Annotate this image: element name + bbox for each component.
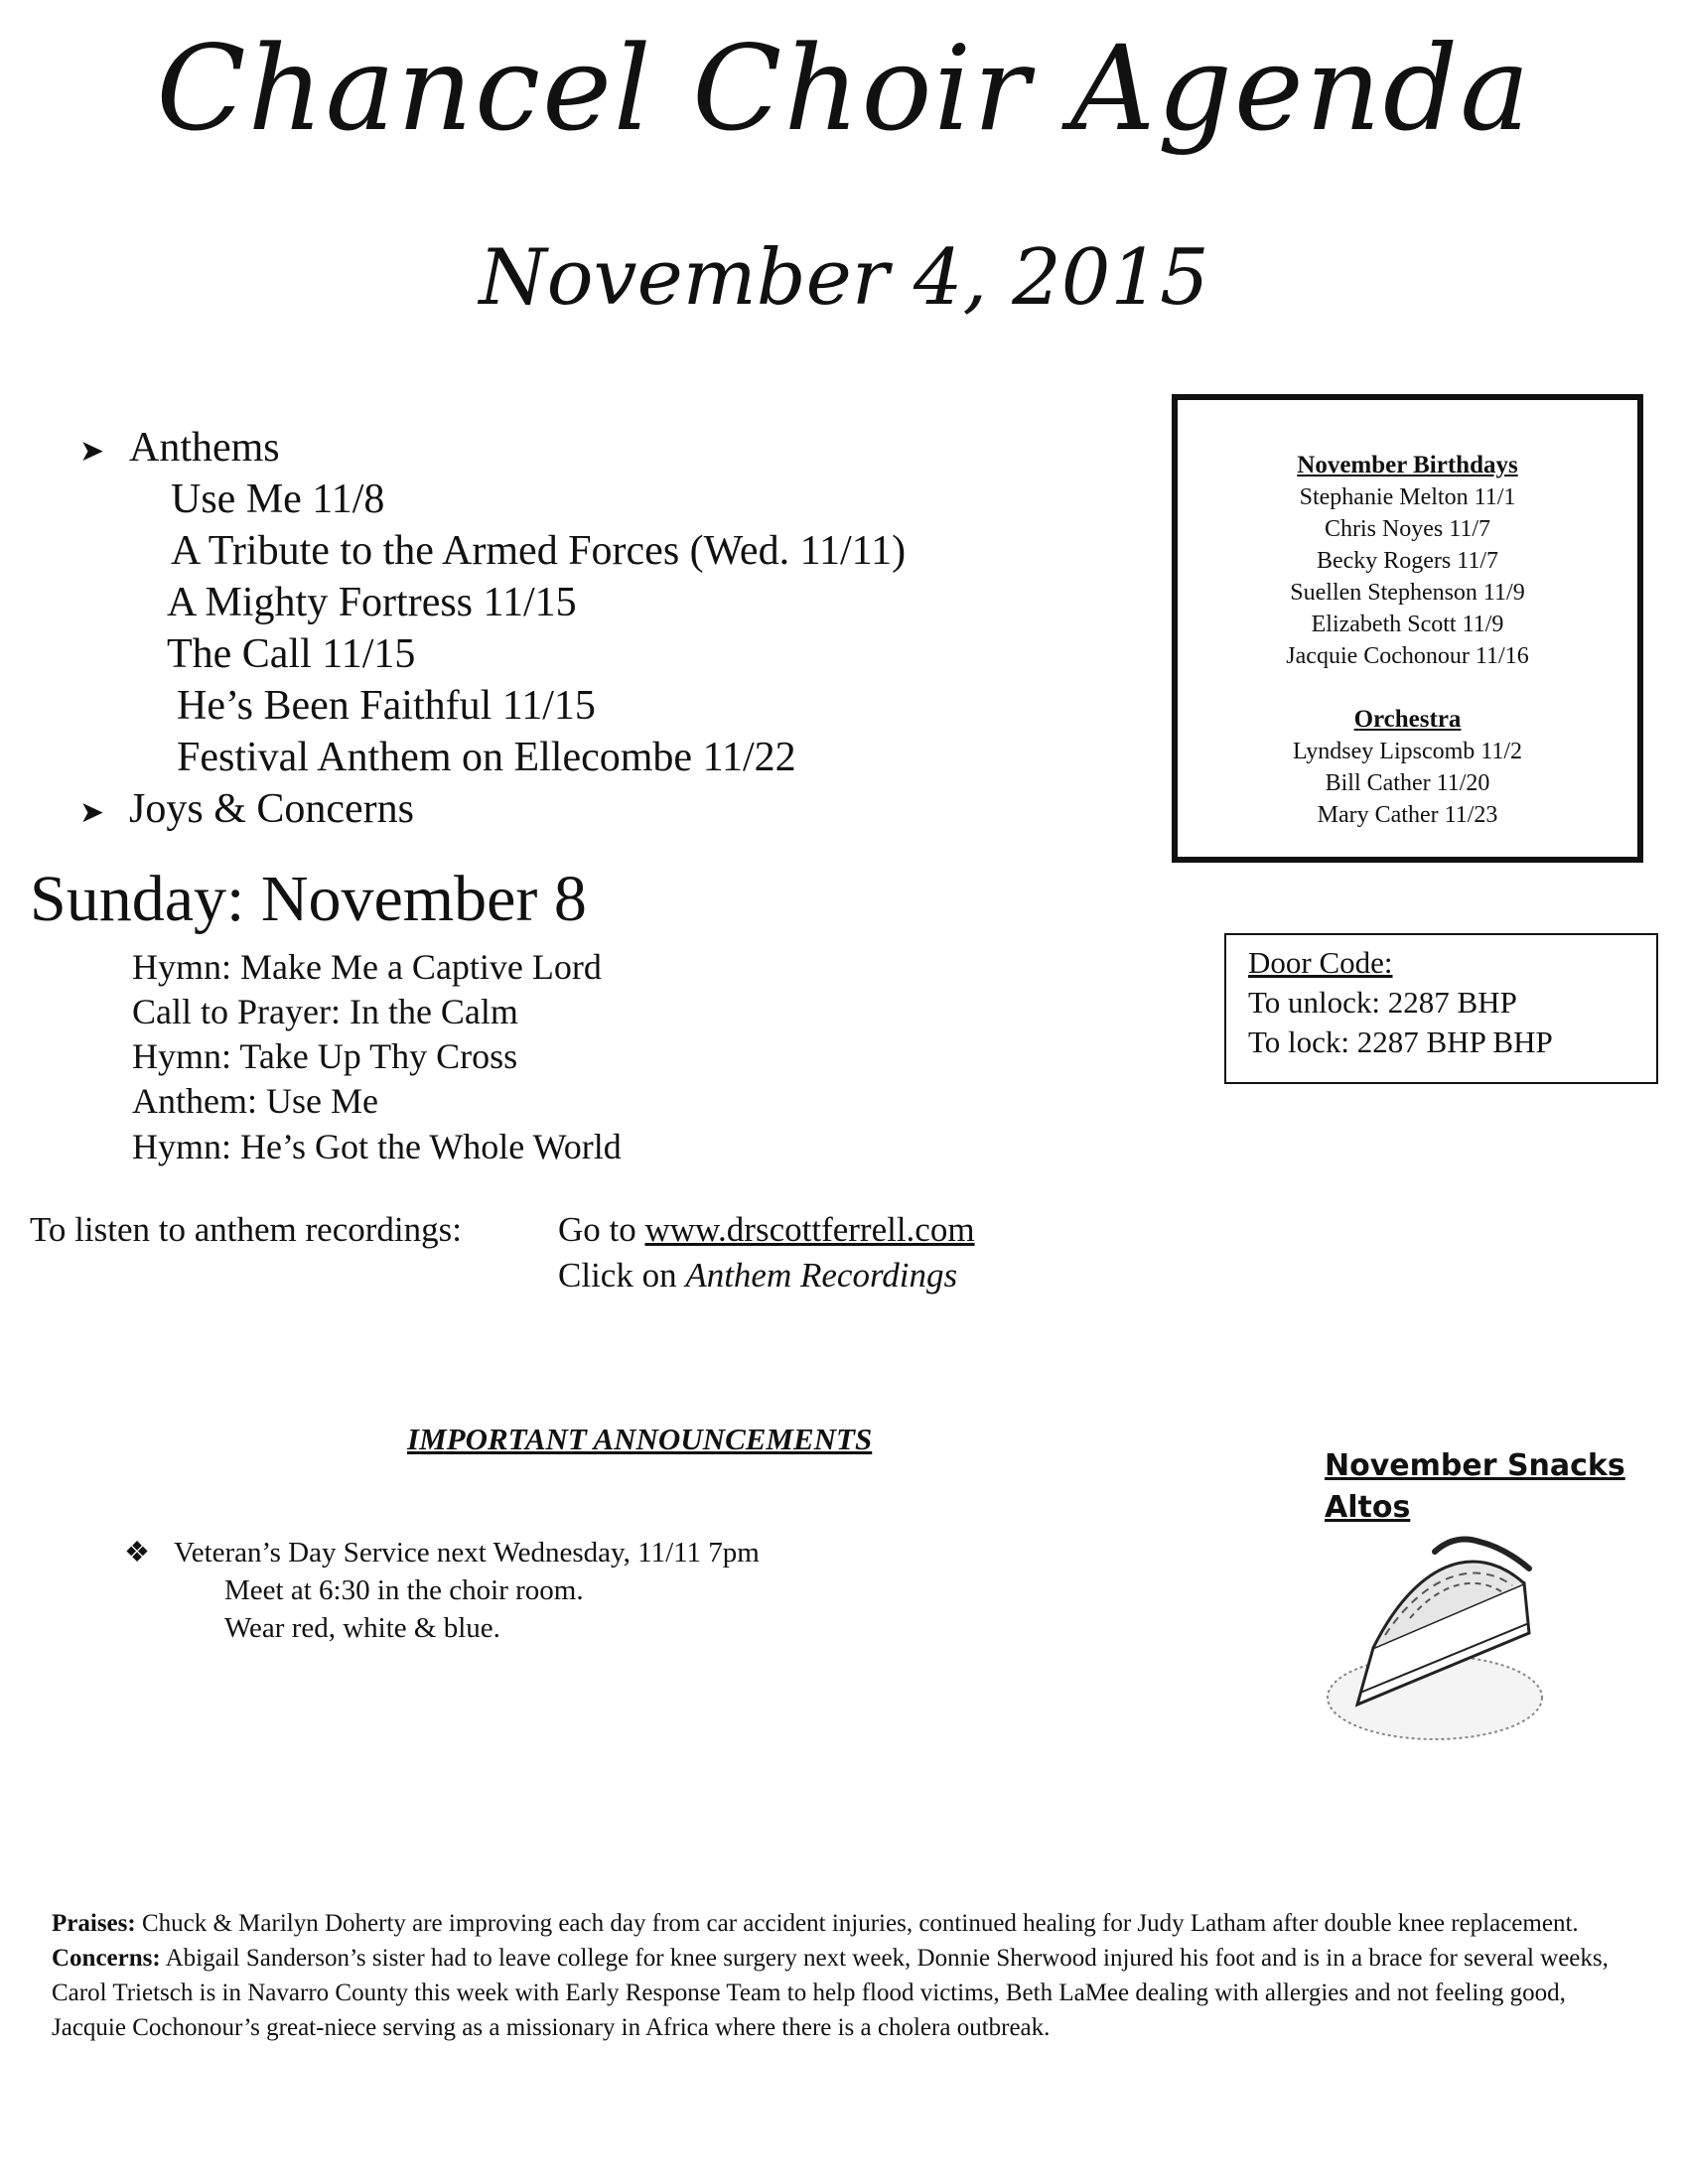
birthday-item: Stephanie Melton 11/1 bbox=[1299, 484, 1516, 510]
pie-slice-icon bbox=[1316, 1524, 1584, 1752]
orchestra-item: Mary Cather 11/23 bbox=[1317, 802, 1498, 828]
door-lock-code: To lock: 2287 BHP BHP bbox=[1248, 1024, 1553, 1059]
orchestra-item: Lyndsey Lipscomb 11/2 bbox=[1292, 739, 1523, 764]
anthems-label: Anthems bbox=[129, 425, 280, 471]
snacks-group: Altos bbox=[1325, 1490, 1411, 1525]
service-item: Hymn: He’s Got the Whole World bbox=[132, 1127, 622, 1166]
birthday-item: Becky Rogers 11/7 bbox=[1316, 548, 1499, 574]
arrow-bullet-icon: ➤ bbox=[79, 435, 105, 468]
praises-concerns bbox=[52, 1906, 1640, 2045]
service-item: Hymn: Make Me a Captive Lord bbox=[132, 947, 602, 987]
snacks-block bbox=[1325, 1445, 1625, 1529]
announcement-line: Wear red, white & blue. bbox=[224, 1612, 500, 1644]
door-code-heading: Door Code: bbox=[1248, 945, 1393, 980]
concerns-paragraph bbox=[52, 1941, 1640, 2045]
listen-label: To listen to anthem recordings: bbox=[30, 1210, 462, 1249]
click-on-text: Click on bbox=[558, 1256, 686, 1295]
orchestra-heading: Orchestra bbox=[1353, 706, 1462, 733]
concerns-text: Abigail Sanderson’s sister had to leave college for knee surgery next week, Donnie Sherwood injured his foot and is in a brace for several weeks, Carol Trietsch is in Navarro County this week with Early Response Team to help flood victims, Beth LaMee dealing with allergies and not feeling good, Jacquie Cochonour’s great-niece serving as a missionary in Africa where there is a cholera outbreak. bbox=[52, 1945, 1609, 2041]
announcement-text: Veteran’s Day Service next Wednesday, 11/11 7pm bbox=[174, 1537, 760, 1569]
orchestra-item: Bill Cather 11/20 bbox=[1325, 770, 1490, 796]
recordings-url-link[interactable]: www.drscottferrell.com bbox=[644, 1210, 975, 1249]
anthem-item: The Call 11/15 bbox=[167, 631, 416, 677]
birthdays-box bbox=[1172, 394, 1643, 863]
diamond-bullet-icon: ❖ bbox=[124, 1537, 150, 1569]
service-item: Hymn: Take Up Thy Cross bbox=[132, 1036, 518, 1076]
door-code-box bbox=[1224, 933, 1658, 1084]
concerns-label: Concerns: bbox=[52, 1945, 161, 1972]
anthem-item: Festival Anthem on Ellecombe 11/22 bbox=[177, 735, 796, 780]
anthems-heading bbox=[79, 422, 280, 478]
snacks-heading: November Snacks bbox=[1325, 1448, 1625, 1483]
listen-click-on bbox=[558, 1253, 957, 1298]
birthdays-heading: November Birthdays bbox=[1297, 452, 1518, 478]
joys-concerns-heading bbox=[79, 783, 414, 839]
birthday-item: Chris Noyes 11/7 bbox=[1324, 516, 1491, 542]
anthem-item: He’s Been Faithful 11/15 bbox=[177, 683, 596, 729]
arrow-bullet-icon: ➤ bbox=[79, 796, 105, 829]
anthem-item: A Tribute to the Armed Forces (Wed. 11/11) bbox=[171, 528, 907, 574]
anthem-item: Use Me 11/8 bbox=[171, 477, 385, 522]
listen-go-to bbox=[558, 1207, 975, 1253]
praises-text: Chuck & Marilyn Doherty are improving each day from car accident injuries, continued healing for Judy Latham after double knee replacement. bbox=[135, 1910, 1579, 1937]
door-unlock-code: To unlock: 2287 BHP bbox=[1248, 985, 1517, 1020]
service-item: Anthem: Use Me bbox=[132, 1081, 378, 1121]
service-item: Call to Prayer: In the Calm bbox=[132, 992, 518, 1031]
page-title: Chancel Choir Agenda bbox=[156, 20, 1532, 157]
sunday-title: Sunday: November 8 bbox=[30, 863, 587, 935]
birthday-item: Jacquie Cochonour 11/16 bbox=[1286, 643, 1529, 669]
announcements-heading: IMPORTANT ANNOUNCEMENTS bbox=[407, 1422, 873, 1456]
anthem-item: A Mighty Fortress 11/15 bbox=[167, 580, 577, 625]
birthday-item: Suellen Stephenson 11/9 bbox=[1290, 580, 1525, 606]
praises-paragraph bbox=[52, 1906, 1640, 1941]
announcement-line bbox=[124, 1534, 760, 1571]
go-to-text: Go to bbox=[558, 1210, 645, 1249]
joys-label: Joys & Concerns bbox=[129, 786, 414, 832]
birthday-item: Elizabeth Scott 11/9 bbox=[1311, 612, 1504, 637]
announcement-line: Meet at 6:30 in the choir room. bbox=[224, 1574, 584, 1606]
praises-label: Praises: bbox=[52, 1910, 136, 1937]
anthem-recordings-link[interactable]: Anthem Recordings bbox=[685, 1256, 958, 1295]
agenda-date: November 4, 2015 bbox=[479, 233, 1209, 323]
